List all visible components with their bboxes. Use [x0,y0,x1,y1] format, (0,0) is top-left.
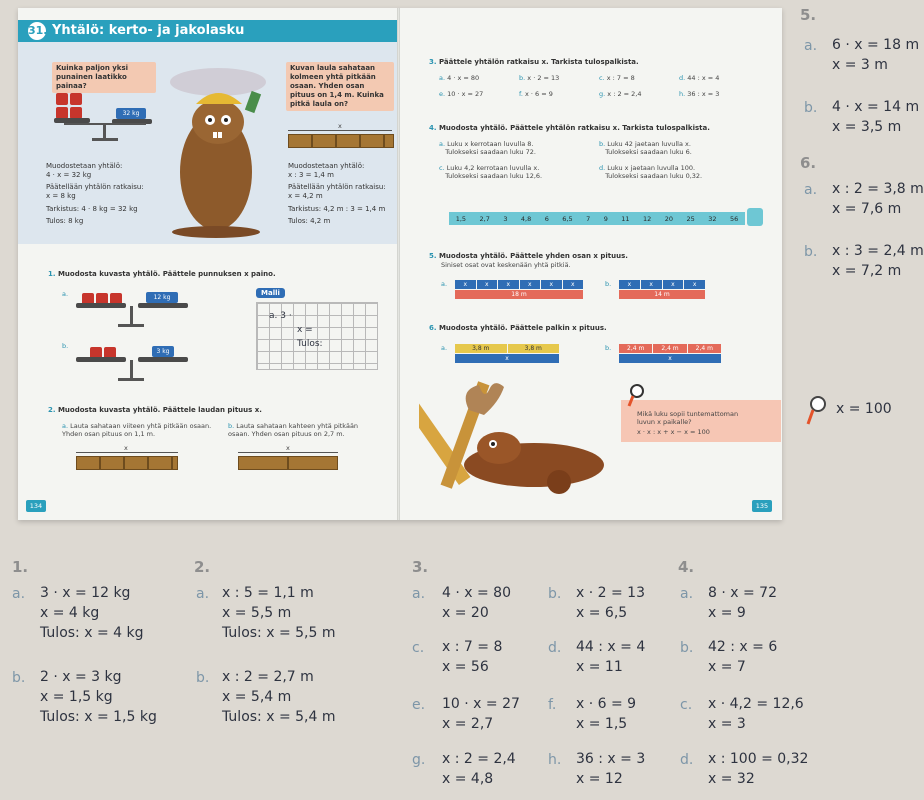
answer-1a-line: 3 · x = 12 kg [40,585,131,601]
plank-2b [238,456,338,470]
plank-label: x [338,122,342,130]
right-page: 3. Päättele yhtälön ratkaisu x. Tarkista tulospalkista. a. 4 · x = 80 b. x · 2 = 13 c. x : 7 = 8 d. 44 : x = 4 e. 10 · x = 27 f. x · 6 = 9 g. x : 2 = 2,4 h. 36 : x = 3 4. Muodosta yhtälö. Päättele yhtälön ratkaisu x. Tarkista tulospalkista. a. Luku x kerrotaan luvulla 8. Tulokseksi saadaan luku 72. b. Luku 42 jaetaan luvulla x. Tulokseksi saadaan luku 6. c. Luku 4,2 kerrotaan luvulla x. Tulokseksi saadaan luku 12,6. d. Luku x jaetaan luvulla 100. Tulokseksi saadaan luku 0,32. 1,5 2,7 3 4,8 6 6,5 7 9 11 12 20 25 32 56 5. Muodosta yhtälö. Päättele yhden osan x pituus. Siniset osat ovat keskenään yhtä pitkiä. a. x x x x x x 18 m b. x x x x 14 m 6. Muodosta yhtälö. Päättele palkin x pituus. a. 3,8 m 3,8 m x b. 2,4 m 2,4 m 2,4 m x Mikä luku sopii tuntemattoman luvun x paikalle? x · x : x + x − x = 100 135 [399,8,782,520]
answer-3a-sol: x = 20 [442,605,489,621]
exercise-2-title: 2. Muodosta kuvasta yhtälö. Päättele laudan pituus x. [48,406,262,414]
answer-2b-line: x : 2 = 2,7 m [222,669,314,685]
answer-3-number: 3. [412,558,429,576]
exercise-5-title: 5. Muodosta yhtälö. Päättele yhden osan x pituus. [429,252,628,260]
textbook-spread [18,8,782,520]
answer-5a-line: x = 3 m [832,57,888,73]
intro-question-1: Kuinka paljon yksi punainen laatikko painaa? [52,62,156,93]
answer-1a-line: x = 4 kg [40,605,100,621]
answer-2b-line: Tulos: x = 5,4 m [222,709,336,725]
malli-label: Malli [256,288,285,298]
exercise-1b-scale: 3 kg [76,344,206,384]
malli-grid: a. 3 · x = Tulos: [256,302,378,370]
bar-6b-total: x [619,354,721,363]
answer-6b-line: x : 3 = 2,4 m [832,243,924,259]
answer-3g-sol: x = 4,8 [442,771,494,787]
answer-1b-line: Tulos: x = 1,5 kg [40,709,157,725]
answer-4c-eq: x · 4,2 = 12,6 [708,696,804,712]
exercise-2a-text: a. Lauta sahataan viiteen yhtä pitkään osaan. Yhden osan pituus on 1,1 m. [62,422,212,438]
bar-5b-total: 14 m [619,290,705,299]
bar-6a-total: x [455,354,559,363]
answer-6a-line: x = 7,6 m [832,201,902,217]
answer-6-number: 6. [800,154,817,172]
answer-4a-sol: x = 9 [708,605,746,621]
answer-3c-sol: x = 56 [442,659,489,675]
exercise-4-title: 4. Muodosta yhtälö. Päättele yhtälön ratkaisu x. Tarkista tulospalkista. [429,124,710,132]
answer-3c-eq: x : 7 = 8 [442,639,503,655]
answer-2b-line: x = 5,4 m [222,689,292,705]
answer-4c-sol: x = 3 [708,716,746,732]
bar-6b-parts: 2,4 m 2,4 m 2,4 m [619,344,721,353]
bar-5a-total: 18 m [455,290,583,299]
answer-3a-eq: 4 · x = 80 [442,585,511,601]
chapter-banner [18,20,398,42]
result-bar: 1,5 2,7 3 4,8 6 6,5 7 9 11 12 20 25 32 56 [449,212,745,225]
intro-solution-1: Muodostetaan yhtälö: 4 · x = 32 kg Päätellään yhtälön ratkaisu: x = 8 kg Tarkistus: 4 · 8 kg = 32 kg Tulos: 8 kg [46,162,144,225]
answer-1a-line: Tulos: x = 4 kg [40,625,144,641]
answer-4d-eq: x : 100 = 0,32 [708,751,809,767]
answer-1b-line: 2 · x = 3 kg [40,669,122,685]
answer-6b-line: x = 7,2 m [832,263,902,279]
moose-illustration [419,370,639,500]
answer-3e-eq: 10 · x = 27 [442,696,520,712]
answer-2a-line: x = 5,5 m [222,605,292,621]
intro-solution-2: Muodostetaan yhtälö: x : 3 = 1,4 m Päätellään yhtälön ratkaisu: x = 4,2 m Tarkistus: 4,2 m : 3 = 1,4 m Tulos: 4,2 m [288,162,386,225]
answer-4b-sol: x = 7 [708,659,746,675]
answer-5-number: 5. [800,6,817,24]
exercise-1a-scale: 12 kg [76,290,206,330]
answer-1-number: 1. [12,558,29,576]
intro-box [18,42,398,244]
robot-icon [747,208,763,226]
exercise-6-title: 6. Muodosta yhtälö. Päättele palkin x pituus. [429,324,607,332]
exercise-3-title: 3. Päättele yhtälön ratkaisu x. Tarkista tulospalkista. [429,58,639,66]
beaver-illustration [158,52,278,242]
plank-2a [76,456,178,470]
answer-5b-line: 4 · x = 14 m [832,99,920,115]
chapter-title: Yhtälö: kerto- ja jakolasku [52,23,245,38]
exercise-2b-text: b. Lauta sahataan kahteen yhtä pitkään osaan. Yhden osan pituus on 2,7 m. [228,422,359,438]
answer-2a-line: Tulos: x = 5,5 m [222,625,336,641]
answer-4a-eq: 8 · x = 72 [708,585,777,601]
weight-label: 32 kg [116,108,146,119]
bar-5a-parts: x x x x x x [455,280,583,289]
answer-3h-sol: x = 12 [576,771,623,787]
answer-3g-eq: x : 2 = 2,4 [442,751,516,767]
bonus-box: Mikä luku sopii tuntemattoman luvun x paikalle? x · x : x + x − x = 100 [621,400,781,442]
page-number-right: 135 [752,500,772,512]
bar-6a-parts: 3,8 m 3,8 m [455,344,559,353]
exercise-3-items: a. 4 · x = 80 b. x · 2 = 13 c. x : 7 = 8 d. 44 : x = 4 e. 10 · x = 27 f. x · 6 = 9 g. x : 2 = 2,4 h. 36 : x = 3 [439,74,720,98]
intro-scale-1 [54,90,164,150]
answer-4d-sol: x = 32 [708,771,755,787]
answer-2a-line: x : 5 = 1,1 m [222,585,314,601]
chapter-number: 31. [28,22,46,40]
answer-2-number: 2. [194,558,211,576]
answer-6a-line: x : 2 = 3,8 m [832,181,924,197]
answer-3d-eq: 44 : x = 4 [576,639,646,655]
bar-5b-parts: x x x x [619,280,705,289]
answer-bonus: x = 100 [836,401,892,417]
answer-3b-sol: x = 6,5 [576,605,628,621]
answer-1b-line: x = 1,5 kg [40,689,113,705]
answer-3b-eq: x · 2 = 13 [576,585,645,601]
answer-3h-eq: 36 : x = 3 [576,751,646,767]
plank-illustration [288,134,394,148]
answer-3e-sol: x = 2,7 [442,716,494,732]
answer-4-number: 4. [678,558,695,576]
left-page: 31. Yhtälö: kerto- ja jakolasku Kuinka paljon yksi punainen laatikko painaa? 32 kg Muodostetaan yhtälö: 4 · x = 32 kg Päätellään yhtälön ratkaisu: x = 8 kg Tarkistus: 4 · 8 kg = 32 kg Tulos: 8 kg Kuvan laula sahataan kolmeen yhtä pitkään osaan. Yhden osan pituus on 1,4 m. Kuinka pitkä laula on? x Muodostetaan yhtälö: x : 3 = 1,4 m Päätellään yhtälön ratkaisu: x = 4,2 m Tarkistus: 4,2 m : 3 = 1,4 m Tulos: 4,2 m 1. Muodosta kuvasta yhtälö. Päättele punnuksen x paino. a. 12 kg b. 3 kg Malli a. 3 · x = Tulos: 2. Muodosta kuvasta yhtälö. Päättele laudan pituus x. a. Lauta sahataan viiteen yhtä pitkään osaan. Yhden osan pituus on 1,1 m. b. Lauta sahataan kahteen yhtä pitkään osaan. Yhden osan pituus on 2,7 m. x x 134 [18,8,398,520]
answer-4b-eq: 42 : x = 6 [708,639,778,655]
magnifier-icon [806,394,828,428]
exercise-4-items: a. Luku x kerrotaan luvulla 8. Tulokseksi saadaan luku 72. b. Luku 42 jaetaan luvulla x. Tulokseksi saadaan luku 6. c. Luku 4,2 kerrotaan luvulla x. Tulokseksi saadaan luku 12,6. d. Luku x jaetaan luvulla 100. Tulokseksi saadaan luku 0,32. [439,140,703,180]
answer-3d-sol: x = 11 [576,659,623,675]
magnifier-icon [627,382,647,408]
exercise-1-title: 1. Muodosta kuvasta yhtälö. Päättele punnuksen x paino. [48,270,276,278]
answer-3f-eq: x · 6 = 9 [576,696,637,712]
intro-question-2: Kuvan laula sahataan kolmeen yhtä pitkään osaan. Yhden osan pituus on 1,4 m. Kuinka pitkä laula on? [286,62,394,111]
page-number-left: 134 [26,500,46,512]
answer-5a-line: 6 · x = 18 m [832,37,920,53]
answer-5b-line: x = 3,5 m [832,119,902,135]
answer-3f-sol: x = 1,5 [576,716,628,732]
